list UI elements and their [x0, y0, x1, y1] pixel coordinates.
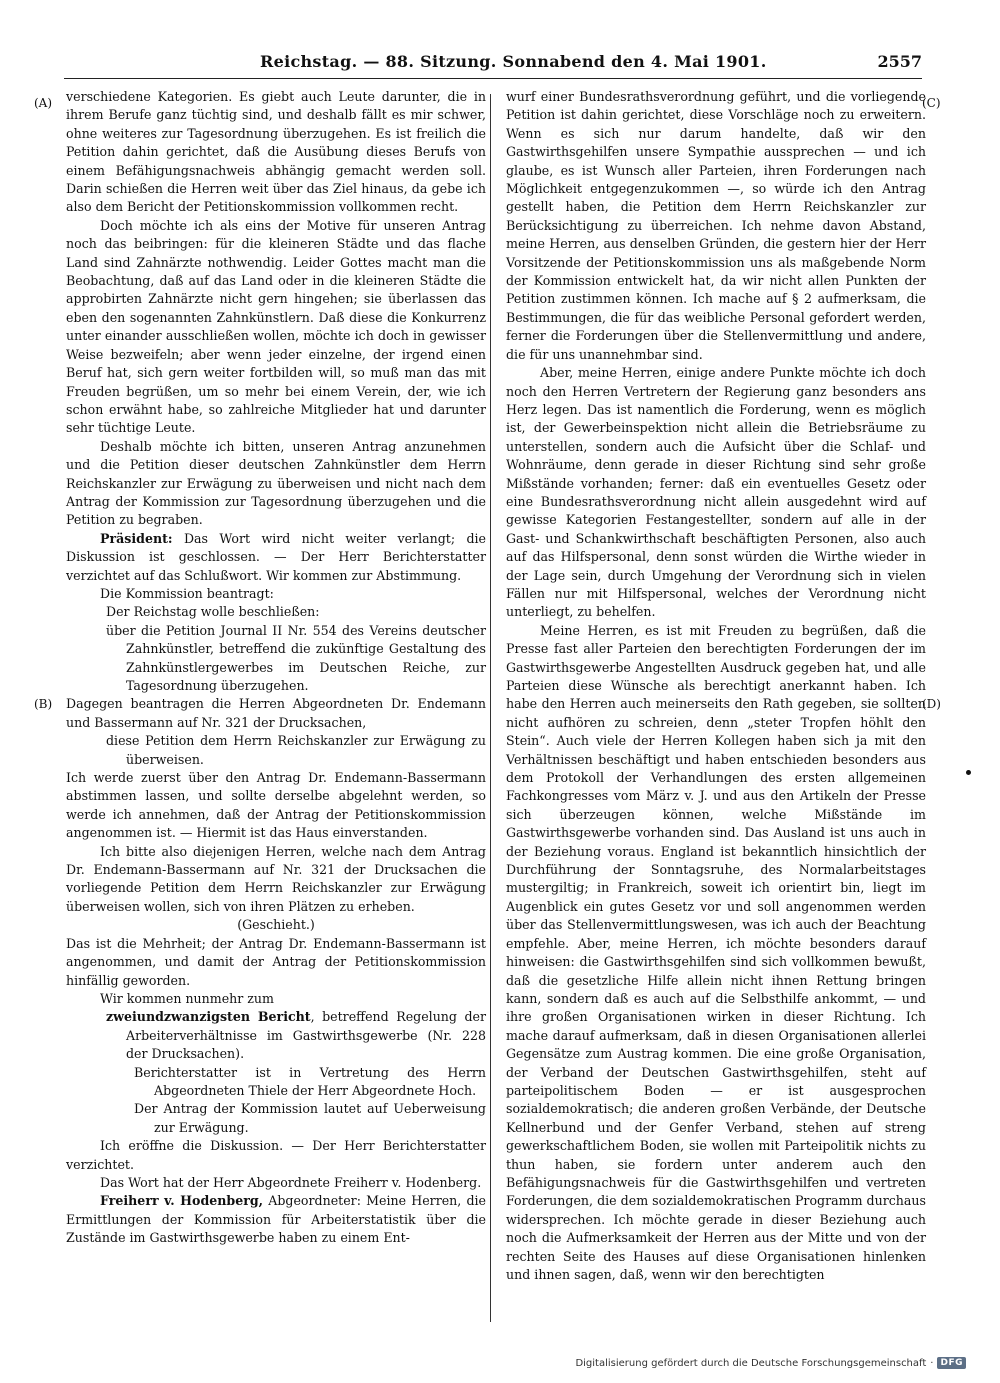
president-text: Das Wort wird nicht weiter verlangt; die Diskussion ist geschlossen. — Der Herr Berichterstatter verzichtet auf das Schlußwort. Wir kommen zur Abstimmung. — [66, 530, 486, 583]
paragraph: Meine Herren, es ist mit Freuden zu begrüßen, daß die Presse fast aller Parteien den berechtigten Forderungen der im Gastwirthsgewerbe Angestellten Ausdruck gegeben hat, und alle Parteien diese Wünsche als berechtigt anerkannt haben. Ich habe den Herren auch meinerseits den Rath gegeben, sie sollten nicht aufhören zu schreien, denn „steter Tropfen höhlt den Stein“. Auch viele der Herren Kollegen haben sich ja mit den Verhältnissen beschäftigt und haben entschieden besonders aus dem Protokoll der Verhandlungen des ersten allgemeinen Fachkongresses vom März v. J. und aus den Artikeln der Presse sich überzeugen können, welche Mißstände im Gastwirthsgewerbe vorhanden sind. Das Ausland ist uns auch in der Beziehung voraus. England ist bekanntlich hinsichtlich der Durchführung der Sonntagsruhe, des Normalarbeitstages mustergiltig; in Frankreich, soweit ich orientirt bin, liegt im Augenblick ein gutes Gesetz vor und soll angenommen werden über das Stellenvermittlungswesen, was ich auch der Beachtung empfehle. Aber, meine Herren, ich möchte besonders darauf hinweisen: die Gastwirthsgehilfen sind sich vollkommen bewußt, daß die gesetzliche Hilfe allein nicht ihnen Rettung bringen kann, sondern daß es auch auf die Selbsthilfe ankommt, — und ihre großen Organisationen wirken in dieser Richtung. Ich mache darauf aufmerksam, daß in diesen Organisationen allerlei Gegensätze zum Austrag kommen. Die eine große Organisation, der Verband der Deutschen Gastwirthsgehilfen, steht auf parteipolitischem Boden — er ist ausgesprochen sozialdemokratisch; die anderen großen Verbände, der Deutsche Kellnerbund und der Genfer Verband, stehen auf streng gewerkschaftlichem Boden, sie wollen mit Parteipolitik nichts zu thun haben, sie fordern unter anderem auch den Befähigungsnachweis für die Gastwirthsgehilfen und vertreten Forderungen, die dem sozialdemokratischen Programm durchaus widersprechen. Ich möchte gerade in dieser Beziehung auch noch die Aufmerksamkeit der Herren aus der Mitte und von der rechten Seite des Hauses auf diese Organisationen hinlenken und ihnen sagen, daß, wenn wir den berechtigten — [506, 622, 926, 1282]
stage-direction: (Geschieht.) — [237, 917, 315, 933]
reichstag-resolve: Der Reichstag wolle beschließen: — [106, 604, 320, 620]
speaker-name: Freiherr v. Hodenberg, — [100, 1193, 264, 1209]
margin-marker-c: (C) — [922, 96, 941, 110]
footer-credit — [575, 1353, 966, 1373]
rapporteur-note: Berichterstatter ist in Vertretung des Herrn Abgeordneten Thiele der Herr Abgeordnete Hoch. — [134, 1064, 486, 1098]
result-paragraph: Das ist die Mehrheit; der Antrag Dr. Endemann-Bassermann ist angenommen, und damit der Antrag der Petitionskommission hinfällig geworden. — [66, 935, 486, 988]
paragraph: Deshalb möchte ich bitten, unseren Antrag anzunehmen und die Petition dieser deutschen Zahnkünstler dem Herrn Reichskanzler zur Erwägung zu überweisen und nicht nach dem Antrag der Kommission zur Tagesordnung überzugehen und die Petition zu begraben. — [66, 438, 486, 528]
footer-text: Digitalisierung gefördert durch die Deutsche Forschungsgemeinschaft — [575, 1357, 927, 1369]
report-title — [66, 1008, 486, 1063]
left-column — [66, 88, 486, 1248]
margin-marker-d: (D) — [922, 697, 941, 711]
open-discussion: Ich eröffne die Diskussion. — Der Herr Berichterstatter verzichtet. — [66, 1138, 486, 1172]
speaker-paragraph — [66, 1192, 486, 1247]
column-divider — [490, 94, 491, 1322]
commission-moves: Die Kommission beantragt: — [100, 585, 274, 601]
page-number: 2557 — [877, 52, 922, 71]
vote-paragraph: Ich werde zuerst über den Antrag Dr. Endemann-Bassermann abstimmen lassen, und sollte derselbe abgelehnt werden, so werde ich annehmen, daß der Antrag der Petitionskommission angenommen ist. — Hiermit ist das Haus einverstanden. — [66, 770, 486, 841]
agenda-intro: Wir kommen nunmehr zum — [100, 990, 274, 1006]
counter-motion: Dagegen beantragen die Herren Abgeordneten Dr. Endemann und Bassermann auf Nr. 321 der Drucksachen, — [66, 696, 486, 730]
speaker-text: Abgeordneter: Meine Herren, die Ermittlungen der Kommission für Arbeiterstatistik über die Zustände im Gastwirthsgewerbe haben zu einem Ent- — [66, 1193, 487, 1246]
report-bold: zweiundzwanzigsten Bericht — [106, 1009, 311, 1025]
paragraph: wurf einer Bundesrathsverordnung geführt, und die vorliegende Petition ist dahin gerichtet, diese Vorschläge noch zu erweitern. Wenn es sich nur darum handelte, daß wir den Gastwirthsgehilfen unsere Sympathie aussprechen — und ich glaube, es ist Wunsch aller Parteien, ihren Forderungen nach Möglichkeit entgegenzukommen —, so würde ich den Antrag gestellt haben, die Petition dem Herrn Reichskanzler zur Berücksichtigung zu überreichen. Ich nehme davon Abstand, meine Herren, aus denselben Gründen, die gestern hier der Herr Vorsitzende der Petitionskommission uns als maßgebende Norm der Kommission entwickelt hat, da wir nicht allen Punkten der Petition zustimmen können. Ich mache auf § 2 aufmerksam, die Bestimmungen, die für das weibliche Personal gefordert werden, ferner die Forderungen über die Stellenvermittlung und andere, die für uns unannehmbar sind. — [506, 89, 926, 362]
header-rule — [64, 78, 922, 79]
right-column — [506, 88, 926, 1284]
paragraph: Aber, meine Herren, einige andere Punkte möchte ich doch noch den Herren Vertretern der Regierung ganz besonders ans Herz legen. Das ist namentlich die Forderung, wenn es möglich ist, der Gewerbeinspektion nicht allein die Betriebsräume zu unterstellen, sondern auch die Aufsicht über die Schlaf- und Wohnräume, denn gerade in dieser Richtung sind sehr große Mißstände vorhanden; ferner: daß ein eventuelles Gesetz oder eine Bundesrathsverordnung nicht allein ausgedehnt wird auf gewisse Kategorien Festangestellter, sondern auf alle in der Gast- und Schankwirthschaft beschäftigten Personen, also auch auf das Hilfspersonal, denn sonst würden die Wirthe wieder in der Lage sein, durch Umgehung der Verordnung sich in vielen Fällen nur mit Hilfspersonal, welches der Verordnung nicht unterliegt, zu behelfen. — [506, 365, 926, 620]
footer-separator: · — [930, 1357, 934, 1369]
paragraph: verschiedene Kategorien. Es giebt auch Leute darunter, die in ihrem Berufe ganz tüchtig sind, und deshalb fällt es mir schwer, ohne weiteres zur Tagesordnung überzugehen. Es ist freilich die Petition dahin gerichtet, daß die Ausübung dieses Berufs von einem Befähigungsnachweis abhängig gemacht werden soll. Darin schießen die Herren weit über das Ziel hinaus, da gebe ich also dem Bericht der Petitionskommission vollkommen recht. — [66, 89, 486, 215]
counter-motion-indent: diese Petition dem Herrn Reichskanzler zur Erwägung zu überweisen. — [106, 733, 486, 767]
report-rest: , betreffend Regelung der Arbeiterverhältnisse im Gastwirthsgewerbe (Nr. 228 der Drucksachen). — [126, 1009, 486, 1062]
speaker-label: Präsident: — [100, 530, 173, 546]
dfg-logo: DFG — [937, 1357, 966, 1369]
petition-resolution: über die Petition Journal II Nr. 554 des Vereins deutscher Zahnkünstler, betreffend die zukünftige Gestaltung des Zahnkünstlergewerbes im Deutschen Reiche, zur Tagesordnung überzugehen. — [106, 622, 486, 693]
president-paragraph — [66, 530, 486, 585]
paragraph: Doch möchte ich als eins der Motive für unseren Antrag noch das beibringen: für die kleineren Städte und das flache Land sind Zahnärzte nothwendig. Leider Gottes macht man die Beobachtung, daß auf das Land oder in die kleineren Städte die approbirten Zahnärzte nicht gern hingehen; sie überlassen das eben den sogenannten Zahnkünstlern. Daß diese die Konkurrenz unter einander ausschließen wollen, möchte ich doch in gewisser Weise bezweifeln; aber wenn jeder einzelne, der irgend einen Beruf hat, sich gern weiter fortbilden will, so muß man das mit Freuden begrüßen, um so mehr bei einem Verein, der, wie ich schon erwähnt habe, so zahlreiche Mitglieder hat und darunter sehr tüchtige Leute. — [66, 217, 486, 436]
margin-marker-b: (B) — [34, 697, 53, 711]
header-title: Reichstag. — 88. Sitzung. Sonnabend den 4. Mai 1901. — [260, 52, 767, 71]
floor-to: Das Wort hat der Herr Abgeordnete Freiherr v. Hodenberg. — [100, 1174, 482, 1190]
margin-dot — [966, 770, 971, 775]
page-header — [40, 52, 922, 76]
vote-paragraph: Ich bitte also diejenigen Herren, welche nach dem Antrag Dr. Endemann-Bassermann auf Nr. 321 der Drucksachen die vorliegende Petition dem Herrn Reichskanzler zur Erwägung überweisen wollen, sich von ihren Plätzen zu erheben. — [66, 843, 486, 914]
commission-motion: Der Antrag der Kommission lautet auf Ueberweisung zur Erwägung. — [134, 1101, 486, 1135]
margin-marker-a: (A) — [34, 96, 53, 110]
